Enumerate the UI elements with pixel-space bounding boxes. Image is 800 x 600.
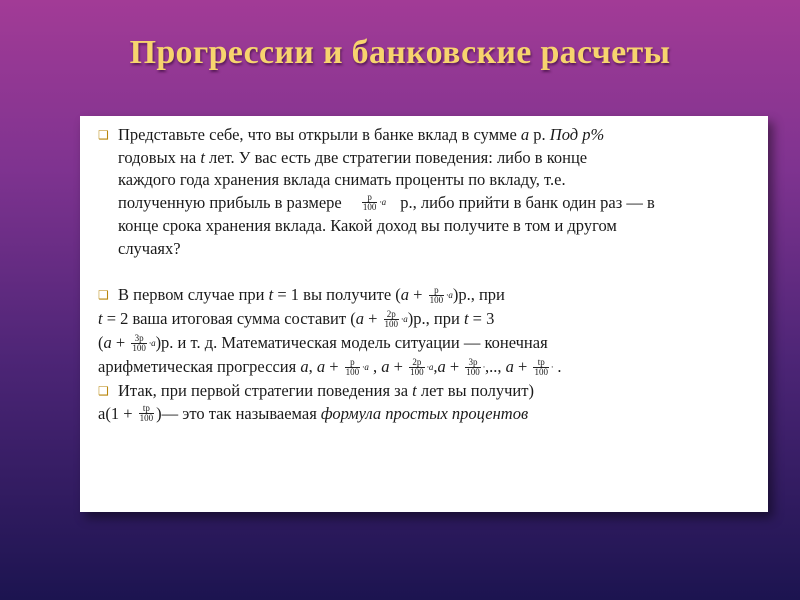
text: )р. и т. д. Математическая модель ситуации — конечная [155, 333, 548, 353]
var-a: a [437, 357, 446, 377]
fraction-formula [382, 309, 408, 332]
slide-title: Прогрессии и банковские расчеты [129, 34, 671, 71]
fraction-formula [343, 357, 369, 380]
fraction-formula [531, 357, 553, 380]
fraction-formula [463, 357, 485, 380]
text: лет. У вас есть две стратегии поведения: либо в конце [204, 147, 588, 167]
var-a: a [400, 285, 410, 305]
text-line [118, 380, 762, 403]
fraction-formula [129, 333, 155, 356]
simple-interest-term: формула простых процентов [320, 403, 529, 423]
text: полученную прибыль в размере [118, 192, 342, 212]
text: + [409, 285, 427, 305]
text-line [118, 147, 762, 170]
fraction-numerator: p [350, 356, 355, 367]
fraction-numerator: p [367, 191, 372, 202]
text-line [98, 308, 762, 332]
text: )р., при [407, 309, 464, 329]
fraction-multiplier: ·a [379, 196, 387, 207]
var-a: a [520, 125, 530, 144]
fraction-denominator: 100 [345, 366, 360, 377]
text: + [389, 357, 408, 377]
fraction-denominator: 100 [384, 318, 399, 329]
text: + [325, 357, 343, 377]
text-line [118, 124, 762, 147]
fraction-multiplier: · [482, 361, 486, 372]
text: , [368, 357, 382, 377]
text: . [553, 357, 562, 377]
text-line: каждого года хранения вклада снимать проценты по вкладу, т.е. [118, 170, 566, 189]
text: + [445, 357, 464, 377]
paragraph-conclusion [98, 380, 762, 403]
square-bullet-icon: ❑ [98, 128, 109, 142]
text: + [363, 309, 382, 329]
fraction-denominator: 100 [466, 366, 480, 377]
var-a: a [316, 357, 326, 377]
paragraph-problem [98, 124, 762, 260]
fraction-formula [407, 357, 433, 380]
paragraph-formula-line [98, 403, 762, 426]
slide-text [98, 124, 762, 426]
fraction-numerator: 3p [134, 332, 144, 343]
var-a: a [355, 309, 364, 329]
fraction-numerator: 3p [468, 356, 478, 367]
text: ,.., [485, 357, 506, 377]
fraction-multiplier: ·a [362, 361, 369, 372]
text: )р., при [452, 285, 505, 305]
square-bullet-icon: ❑ [98, 288, 109, 303]
text: , [433, 357, 438, 377]
content-panel [80, 116, 768, 512]
fraction-numerator: tp [142, 403, 150, 414]
text: годовых на [118, 147, 201, 167]
text-line: случаях? [118, 238, 181, 258]
text: = 3 [468, 309, 495, 329]
var-a: a [381, 357, 390, 377]
fraction-multiplier: ·a [148, 337, 156, 348]
fraction-multiplier: · [550, 361, 554, 372]
var-t: t [268, 285, 274, 305]
var-a: a [103, 333, 112, 353]
var-t: t [412, 381, 417, 401]
fraction-numerator: 2p [412, 356, 422, 367]
var-t: t [463, 309, 469, 329]
fraction-formula [427, 285, 453, 308]
text: = 1 вы получите ( [273, 285, 401, 305]
fraction-numerator: tp [537, 356, 545, 367]
paragraph-first-case [98, 284, 762, 308]
fraction-formula [137, 404, 157, 427]
text: a(1 + [98, 403, 137, 423]
text-line [118, 192, 762, 216]
fraction-denominator: 100 [534, 366, 548, 377]
var-t: t [98, 309, 103, 329]
fraction-numerator: 2p [386, 308, 396, 319]
fraction-denominator: 100 [429, 294, 444, 305]
text: Итак, при первой стратегии поведения за [118, 381, 413, 401]
fraction-denominator: 100 [139, 413, 154, 424]
var-a: a [505, 357, 514, 377]
text-line [98, 356, 762, 380]
text-italic: Под p% [549, 125, 605, 144]
text: + [111, 333, 130, 353]
text: ( [98, 333, 104, 353]
fraction-multiplier: ·a [401, 313, 408, 324]
text-line [98, 403, 762, 426]
var-t: t [200, 147, 205, 167]
text: р., либо прийти в банк один раз — в [400, 192, 655, 212]
text: + [513, 357, 532, 377]
fraction-multiplier: ·a [426, 361, 434, 372]
square-bullet-icon: ❑ [98, 384, 109, 399]
fraction-numerator: p [434, 284, 439, 295]
fraction-denominator: 100 [410, 366, 424, 377]
text-line [98, 332, 762, 356]
text: В первом случае при [118, 285, 269, 305]
fraction-denominator: 100 [132, 342, 146, 353]
text: )— это так называемая [156, 403, 321, 423]
fraction-multiplier: ·a [446, 289, 453, 300]
paragraph-continuation [98, 308, 762, 380]
text: арифметическая прогрессия [98, 357, 301, 377]
text: лет вы получит) [416, 381, 534, 401]
text: Представьте себе, что вы открыли в банке вклад в сумме [118, 125, 521, 144]
text: , [308, 357, 317, 377]
text-line [118, 284, 762, 308]
fraction-formula [360, 192, 386, 215]
var-a: a [300, 357, 309, 377]
text: р. [529, 125, 550, 144]
text-line: конце срока хранения вклада. Какой доход вы получите в том и другом [118, 216, 617, 236]
text: = 2 ваша итоговая сумма составит ( [102, 309, 356, 329]
fraction-denominator: 100 [362, 201, 377, 212]
